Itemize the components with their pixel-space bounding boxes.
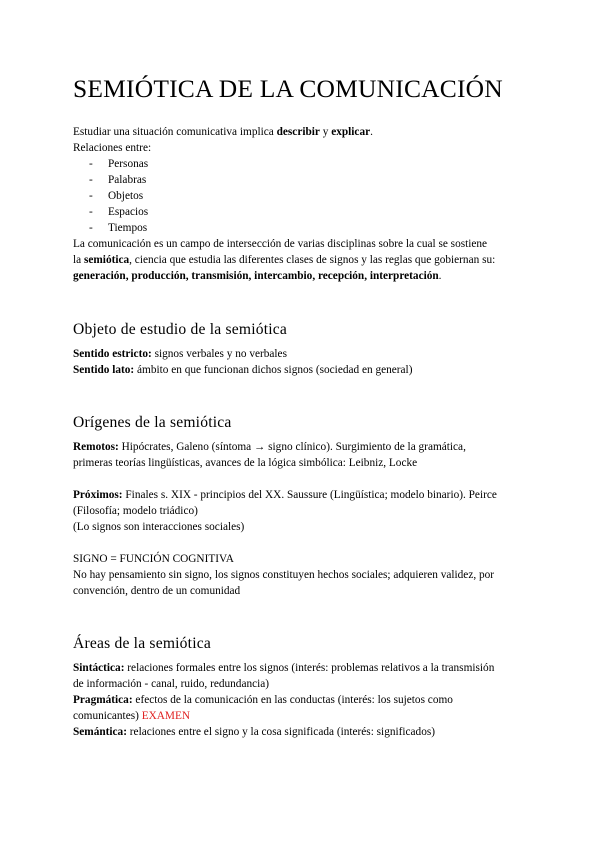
comunicacion-text: , ciencia que estudia las diferentes clases de signos y las reglas que gobiernan su:: [129, 254, 496, 266]
bullet-dash: -: [89, 222, 93, 234]
sentido-estricto-line: [73, 346, 560, 362]
remotos-label: Remotos:: [73, 441, 119, 453]
list-item-text: Personas: [108, 158, 149, 170]
pragmatica-line-1: [73, 692, 560, 708]
pragmatica-label: Pragmática:: [73, 694, 133, 706]
list-item: [89, 204, 148, 220]
origenes-heading: Orígenes de la semiótica: [73, 414, 232, 431]
comunicacion-period: .: [438, 270, 442, 282]
sintactica-text: relaciones formales entre los signos (interés: problemas relativos a la transmisión: [124, 662, 495, 674]
comunicacion-text: la: [73, 254, 84, 266]
remotos-line-1: [73, 439, 560, 455]
sentido-lato-text: ámbito en que funcionan dichos signos (sociedad en general): [134, 364, 413, 376]
list-item: [89, 220, 148, 236]
areas-heading: Áreas de la semiótica: [73, 635, 211, 652]
proximos-line-2: (Filosofía; modelo triádico): [73, 505, 198, 517]
intro-bold-explicar: explicar: [331, 126, 371, 138]
comunicacion-line-1: La comunicación es un campo de intersección de varias disciplinas sobre la cual se sostiene: [73, 238, 488, 250]
sintactica-label: Sintáctica:: [73, 662, 125, 674]
sentido-estricto-text: signos verbales y no verbales: [151, 348, 287, 360]
comunicacion-line-3: [73, 268, 560, 284]
sentido-lato-label: Sentido lato:: [73, 364, 135, 376]
proximos-label: Próximos:: [73, 489, 123, 501]
proximos-block: [73, 487, 560, 535]
intro-text-y: y: [319, 126, 332, 138]
bullet-dash: -: [89, 206, 93, 218]
relaciones-label: Relaciones entre:: [73, 142, 152, 154]
sintactica-line-1: [73, 660, 560, 676]
proximos-text: Finales s. XIX - principios del XX. Saussure (Lingüística; modelo binario). Peirce: [122, 489, 497, 501]
bullet-dash: -: [89, 190, 93, 202]
sentido-lato-line: [73, 362, 560, 378]
comunicacion-paragraph: [73, 236, 560, 284]
list-item-text: Tiempos: [108, 222, 148, 234]
pragmatica-text-2: comunicantes): [73, 710, 142, 722]
signo-block: [73, 551, 560, 599]
list-item: [89, 172, 148, 188]
signo-line-1: No hay pensamiento sin signo, los signos constituyen hechos sociales; adquieren validez, por: [73, 569, 495, 581]
semiotica-bold: semiótica: [83, 254, 130, 266]
relaciones-list: [89, 156, 148, 236]
areas-section: [73, 660, 560, 740]
examen-highlight: EXAMEN: [141, 710, 191, 722]
remotos-line-2: primeras teorías lingüísticas, avances de la lógica simbólica: Leibniz, Locke: [73, 457, 418, 469]
intro-period: .: [370, 126, 373, 138]
list-item-text: Espacios: [108, 206, 149, 218]
list-item: [89, 156, 148, 172]
pragmatica-line-2: [73, 708, 560, 724]
bullet-dash: -: [89, 158, 93, 170]
intro-text: Estudiar una situación comunicativa implica: [73, 126, 277, 138]
signo-line-2: convención, dentro de un comunidad: [73, 585, 241, 597]
intro-bold-describir: describir: [276, 126, 320, 138]
semantica-label: Semántica:: [73, 726, 127, 738]
pragmatica-text: efectos de la comunicación en las conductas (interés: los sujetos como: [132, 694, 453, 706]
list-item: [89, 188, 148, 204]
procesos-bold-list: generación, producción, transmisión, intercambio, recepción, interpretación: [73, 270, 439, 282]
remotos-text: Hipócrates, Galeno (síntoma → signo clínico). Surgimiento de la gramática,: [118, 441, 466, 453]
proximos-line-3: (Lo signos son interacciones sociales): [73, 521, 245, 533]
objeto-heading: Objeto de estudio de la semiótica: [73, 321, 288, 338]
semantica-line: [73, 724, 560, 740]
sintactica-line-2: de información - canal, ruido, redundancia): [73, 678, 270, 690]
comunicacion-line-2: [73, 252, 560, 268]
list-item-text: Objetos: [108, 190, 144, 202]
objeto-section: [73, 346, 560, 378]
bullet-dash: -: [89, 174, 93, 186]
list-item-text: Palabras: [108, 174, 147, 186]
sentido-estricto-label: Sentido estricto:: [73, 348, 152, 360]
page-title: SEMIÓTICA DE LA COMUNICACIÓN: [73, 74, 503, 103]
remotos-block: [73, 439, 560, 471]
signo-title: SIGNO = FUNCIÓN COGNITIVA: [73, 553, 234, 565]
intro-line: [73, 124, 560, 140]
semantica-text: relaciones entre el signo y la cosa significada (interés: significados): [126, 726, 436, 738]
proximos-line-1: [73, 487, 560, 503]
